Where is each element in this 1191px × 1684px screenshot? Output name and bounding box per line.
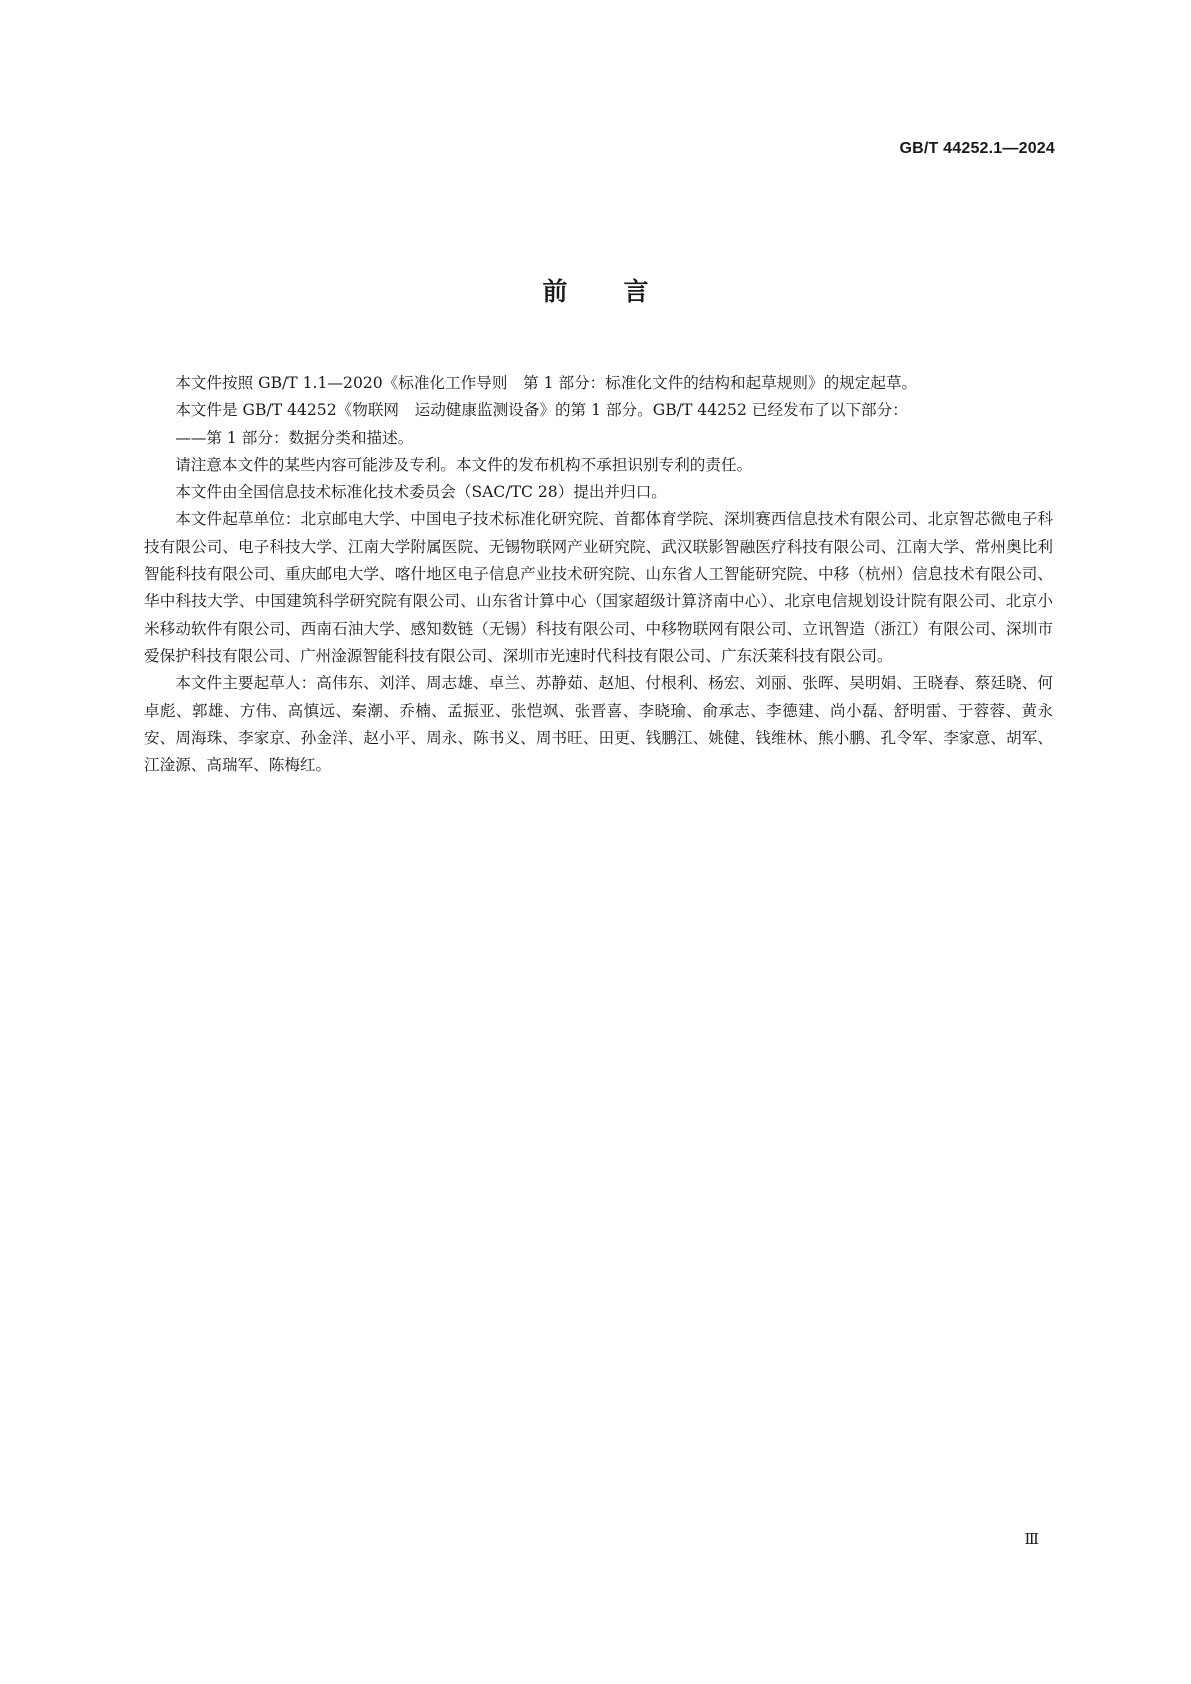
standard-code: GB/T 44252.1—2024: [899, 140, 1055, 157]
page-title: 前言: [542, 277, 705, 306]
paragraph-series-parts: 本文件是 GB/T 44252《物联网 运动健康监测设备》的第 1 部分。GB/T 44252 已经发布了以下部分：: [175, 401, 908, 420]
paragraph-drafting-rules: 本文件按照 GB/T 1.1—2020《标准化工作导则 第 1 部分：标准化文件的结构和起草规则》的规定起草。: [175, 374, 918, 392]
foreword-body: [144, 370, 1053, 779]
paragraph-part-list: ——第 1 部分：数据分类和描述。: [175, 428, 414, 447]
page-number: Ⅲ: [1024, 1530, 1039, 1548]
paragraph-drafters: 本文件主要起草人：高伟东、刘洋、周志雄、卓兰、苏静茹、赵旭、付根利、杨宏、刘丽、张晖、吴明娟、王晓春、蔡廷晓、何卓彪、郭雄、方伟、高慎远、秦潮、乔楠、孟振亚、张恺飒、张晋喜、李晓瑜、俞承志、李德建、尚小磊、舒明雷、于蓉蓉、黄永安、周海珠、李家京、孙金洋、赵小平、周永、陈书义、周书旺、田更、钱鹏江、姚健、钱维林、熊小鹏、孔令军、李家意、胡军、江淦源、高瑞军、陈梅红。: [144, 674, 1053, 775]
paragraph-drafting-units: 本文件起草单位：北京邮电大学、中国电子技术标准化研究院、首都体育学院、深圳赛西信息技术有限公司、北京智芯微电子科技有限公司、电子科技大学、江南大学附属医院、无锡物联网产业研究院、武汉联影智融医疗科技有限公司、江南大学、常州奥比利智能科技有限公司、重庆邮电大学、喀什地区电子信息产业技术研究院、山东省人工智能研究院、中移（杭州）信息技术有限公司、华中科技大学、中国建筑科学研究院有限公司、山东省计算中心（国家超级计算济南中心）、北京电信规划设计院有限公司、北京小米移动软件有限公司、西南石油大学、感知数链（无锡）科技有限公司、中移物联网有限公司、立讯智造（浙江）有限公司、深圳市爱保护科技有限公司、广州淦源智能科技有限公司、深圳市光速时代科技有限公司、广东沃莱科技有限公司。: [144, 510, 1053, 665]
paragraph-proposer: 本文件由全国信息技术标准化技术委员会（SAC/TC 28）提出并归口。: [175, 483, 667, 502]
paragraph-patent-notice: 请注意本文件的某些内容可能涉及专利。本文件的发布机构不承担识别专利的责任。: [175, 455, 753, 474]
